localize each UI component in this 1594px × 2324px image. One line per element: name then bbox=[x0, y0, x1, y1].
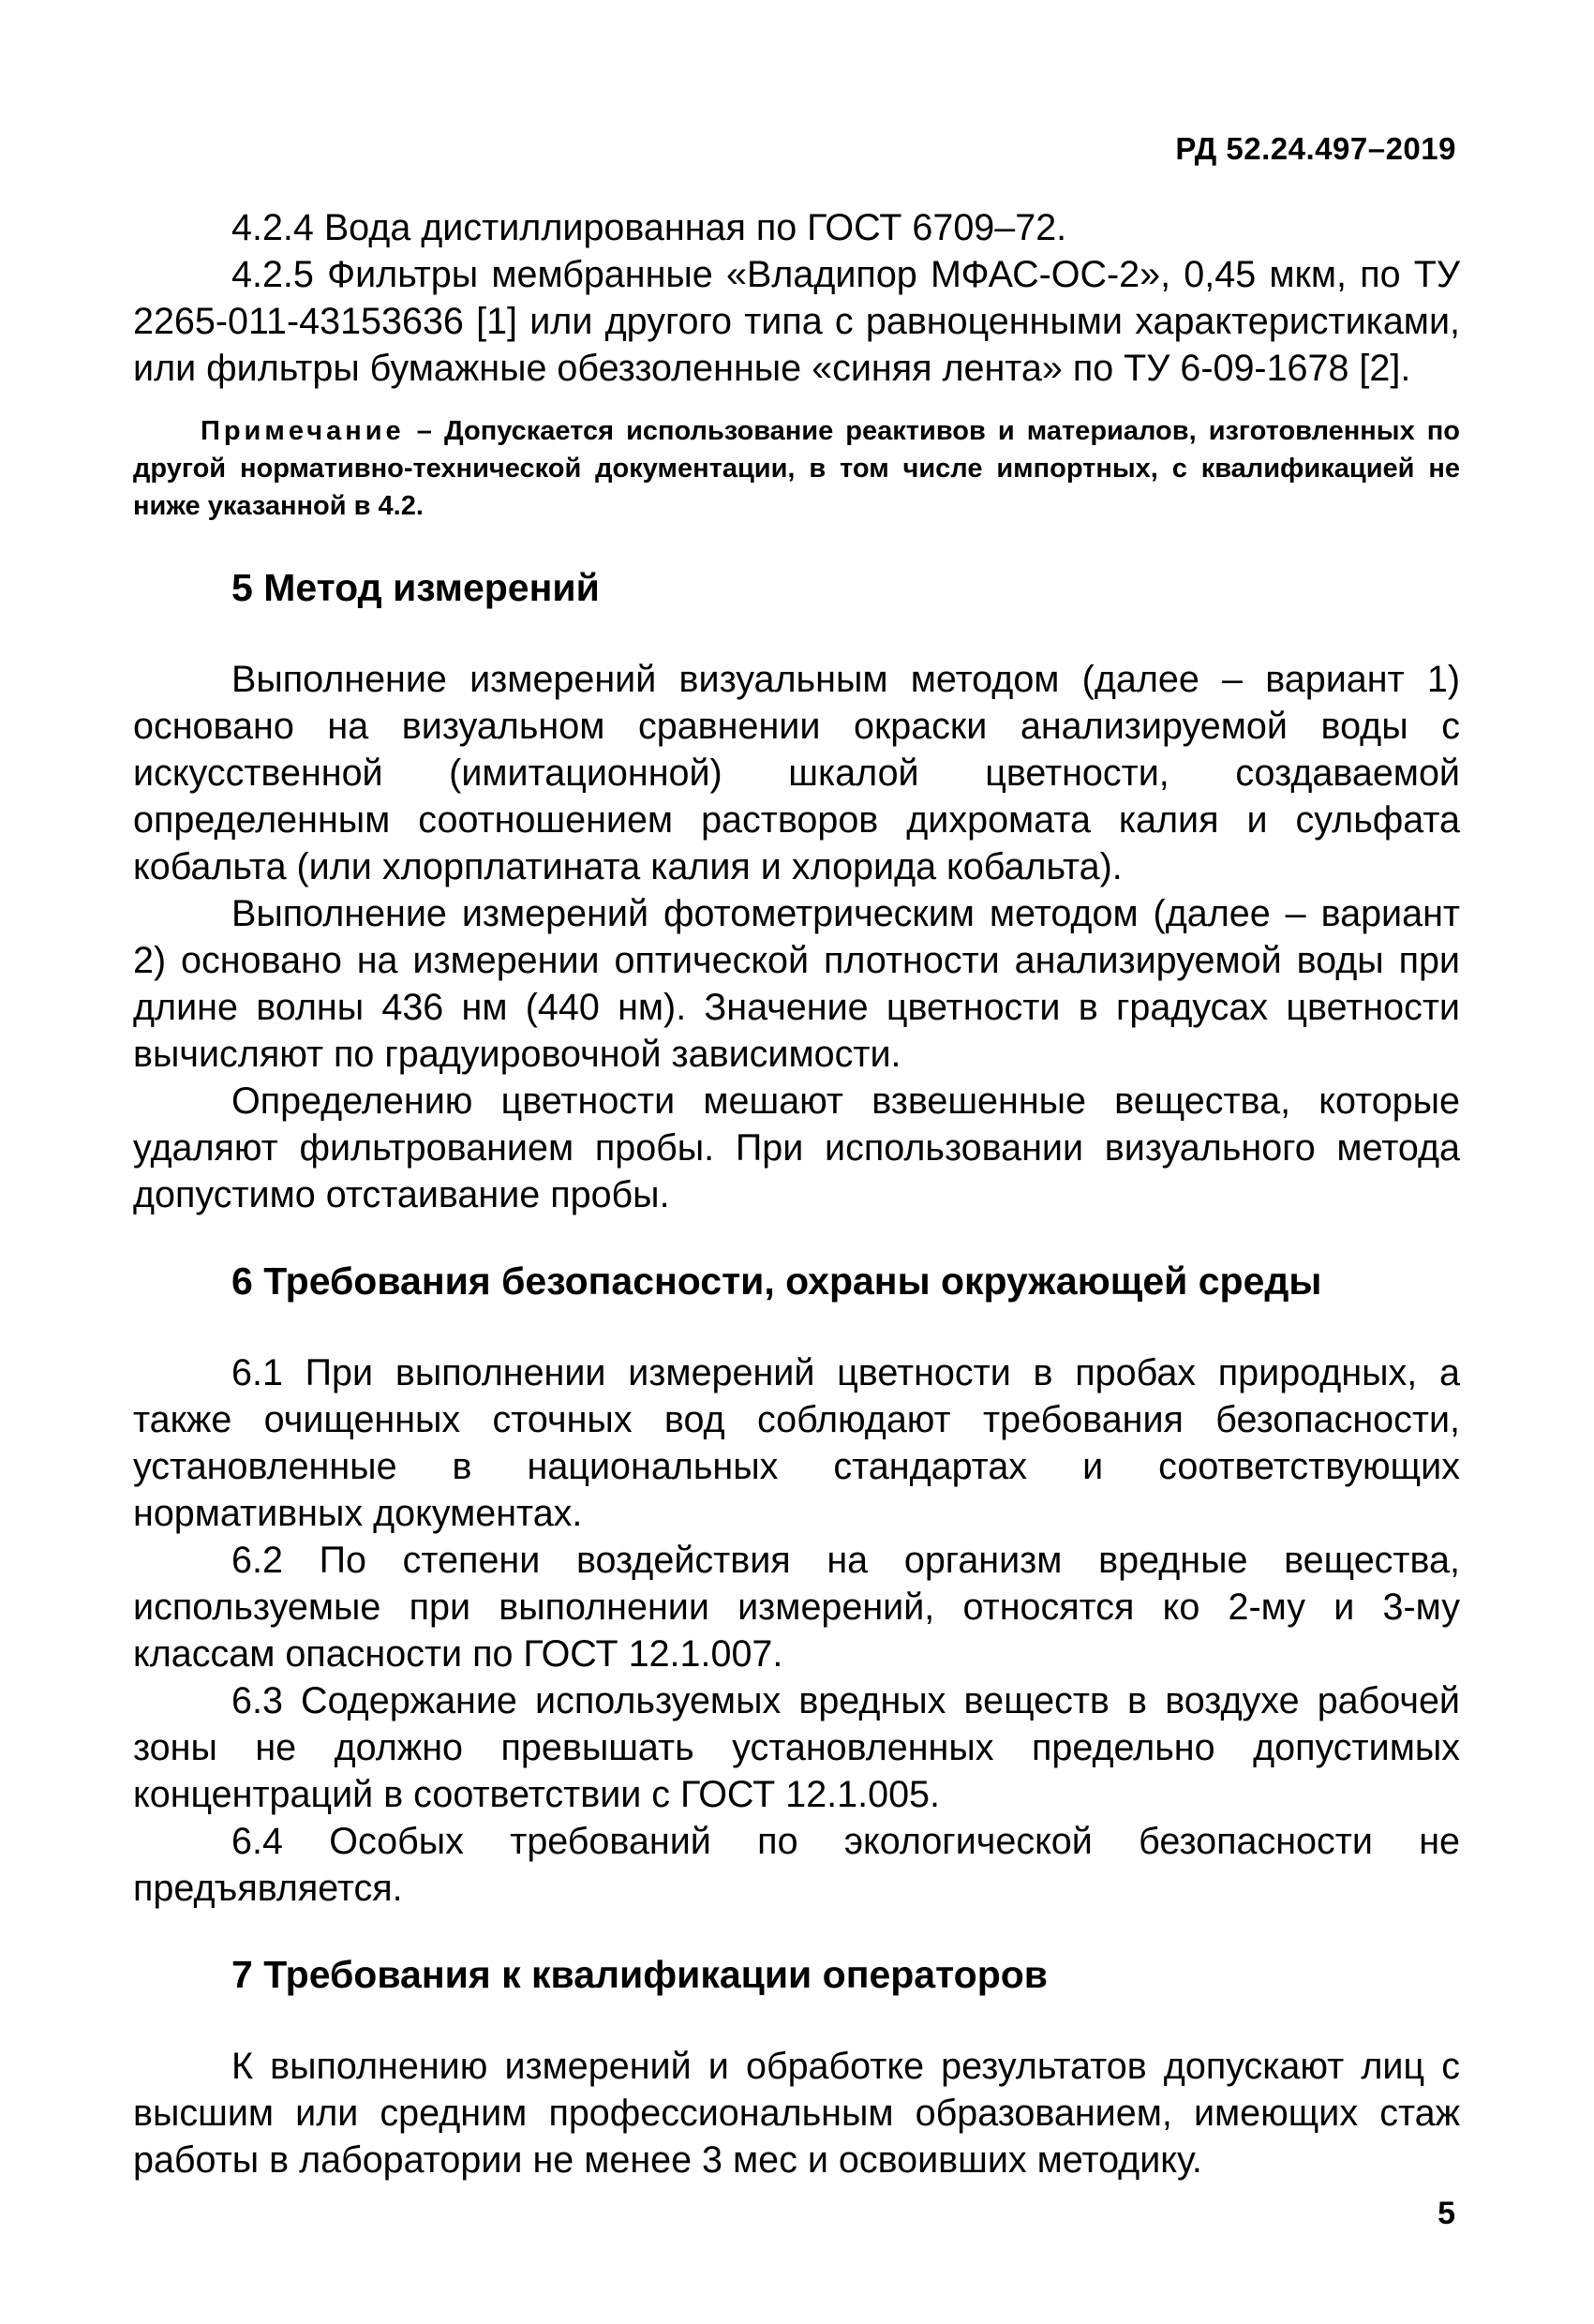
item-4-2-4: 4.2.4 Вода дистиллированная по ГОСТ 6709–72. bbox=[231, 207, 1067, 248]
section-7-title: 7 Требования к квалификации операторов bbox=[231, 1953, 1048, 1996]
section-5-title: 5 Метод измерений bbox=[231, 566, 600, 609]
item-6-1: 6.1 При выполнении измерений цветности в пробах природных, а также очищенных сточных вод соблюдают требования безопасности, установленные в национальных стандартах и соответствующих нормативных документах. bbox=[133, 1352, 1460, 1534]
item-4-2-5: 4.2.5 Фильтры мембранные «Владипор МФАС-ОС-2», 0,45 мкм, по ТУ 2265-011-43153636 [1] или другого типа с равноценными характеристиками, или фильтры бумажные обеззоленные «синяя лента» по ТУ 6-09-1678 [2]. bbox=[133, 254, 1460, 389]
item-6-4: 6.4 Особых требований по экологической безопасности не предъявляется. bbox=[133, 1821, 1460, 1909]
section-5-paragraph: Выполнение измерений визуальным методом (далее – вариант 1) основано на визуальном сравнении окраски анализируемой воды с искусственной (имитационной) шкалой цветности, создаваемой определенным соотношением растворов дихромата калия и сульфата кобальта (или хлорплатината калия и хлорида кобальта). bbox=[133, 659, 1460, 887]
section-7-paragraph: К выполнению измерений и обработке результатов допускают лиц с высшим или средним профессиональным образованием, имеющих стаж работы в лаборатории не менее 3 мес и освоивших методику. bbox=[133, 2046, 1460, 2181]
note-text: – Допускается использование реактивов и материалов, изготовленных по другой нормативно-технической документации, в том числе импортных, с квалификацией не ниже указанной в 4.2. bbox=[133, 416, 1461, 521]
section-5-paragraph: Выполнение измерений фотометрическим методом (далее – вариант 2) основано на измерении оптической плотности анализируемой воды при длине волны 436 нм (440 нм). Значение цветности в градусах цветности вычисляют по градуировочной зависимости. bbox=[133, 893, 1460, 1075]
document-code: РД 52.24.497–2019 bbox=[1175, 131, 1456, 166]
page-number: 5 bbox=[1438, 2196, 1455, 2231]
item-6-2: 6.2 По степени воздействия на организм вредные вещества, используемые при выполнении измерений, относятся ко 2-му и 3-му классам опасности по ГОСТ 12.1.007. bbox=[133, 1540, 1460, 1675]
item-6-3: 6.3 Содержание используемых вредных веществ в воздухе рабочей зоны не должно превышать установленных предельно допустимых концентраций в соответствии с ГОСТ 12.1.005. bbox=[133, 1680, 1460, 1815]
page-content bbox=[133, 204, 1460, 2183]
note-label: Примечание bbox=[201, 416, 405, 446]
section-6-title: 6 Требования безопасности, охраны окружающей среды bbox=[231, 1259, 1322, 1303]
section-5-paragraph: Определению цветности мешают взвешенные вещества, которые удаляют фильтрованием пробы. При использовании визуального метода допустимо отстаивание пробы. bbox=[133, 1080, 1460, 1215]
note bbox=[133, 412, 1460, 525]
